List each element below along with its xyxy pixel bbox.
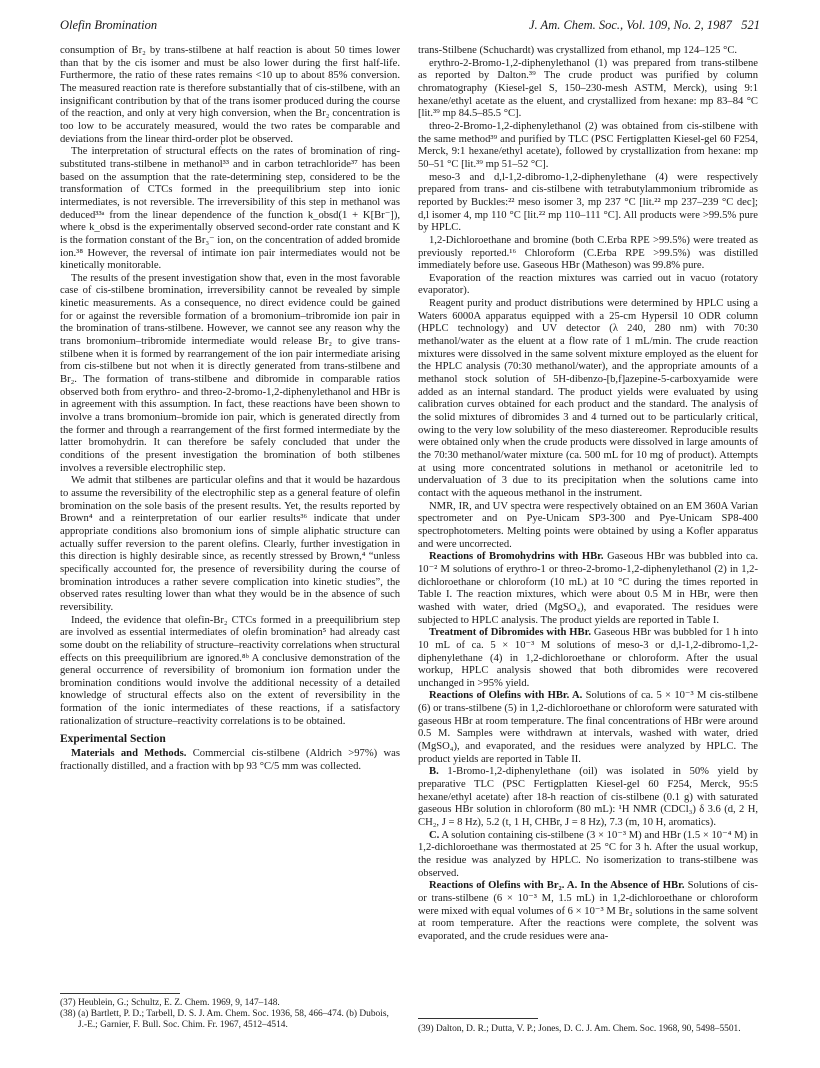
right-footnotes xyxy=(418,1024,758,1035)
body-paragraph: consumption of Br₂ by trans-stilbene at half reaction is about 50 times lower than that by the cis isomer and must be also lower during the first half-life. Furthermore, the ratio of these rates remains <10 up to about 85% conversion. The measured reaction rate is therefore substantially that of cis-stilbene, with an insignificant contribution by that of the trans isomer produced during the course of the reaction, and only at very high conversion, when the Br₂ concentration is too low to be accurately measured, would the two rates be comparable and deviations from the linear third-order plot be observed. xyxy=(60,45,400,145)
footnote: (38) (a) Bartlett, P. D.; Tarbell, D. S. J. Am. Chem. Soc. 1936, 58, 466–474. (b) Dubois, J.-E.; Garnier, F. Bull. Soc. Chim. Fr. 1967, 4512–4514. xyxy=(60,1009,389,1031)
running-header xyxy=(60,18,760,36)
subsection-lead: B. xyxy=(429,766,439,778)
subsection-text: Gaseous HBr was bubbled into ca. 10⁻² M solutions of erythro-1 or threo-2-bromo-1,2-diphenylethanol (2) in 1,2-dichloroethane or chloroform (10 mL) at 10 °C during the times reported in Table I. The reaction mixtures, which were about 0.5 M in HBr, were then washed with water, dried (MgSO₄), and evaporated. The residues were subjected to HPLC analysis. The product yields are reported in Table I. xyxy=(418,551,759,626)
subsection-paragraph xyxy=(418,627,758,690)
page-number: 521 xyxy=(741,18,760,32)
journal-citation xyxy=(529,18,760,33)
subsection-lead: Reactions of Olefins with HBr. A. xyxy=(429,690,583,702)
subsection-text: 1-Bromo-1,2-diphenylethane (oil) was isolated in 50% yield by preparative TLC (PSC Fertigplatten Kiesel-gel 60 F254, Merck, 95:5 hexane/ethyl acetate) after 18-h reaction of cis-stilbene (0.1 g) with saturated gaseous HBr solution in chloroform (80 mL): ¹H NMR (CDCl₃) δ 3.6 (d, 2 H, CH₂, J = 8 Hz), 5.2 (t, 1 H, CHBr, J = 8 Hz), 7.3 (m, 10 H, aromatics). xyxy=(418,766,758,829)
right-column xyxy=(418,45,758,944)
subsection-lead: Reactions of Bromohydrins with HBr. xyxy=(429,551,604,563)
body-paragraph: Indeed, the evidence that olefin-Br₂ CTCs formed in a preequilibrium step are involved as essential intermediates of olefin bromination⁵ had already cast some doubt on the reliability of structure–reactivity correlations when structural effects on this preequilibrium are ignored.⁸ᵇ A conclusive demonstration of the general occurrence of reversibility of bromonium ion formation under the bromination conditions would involve the additional necessity of a detailed knowledge of structural effects also on the extent of reversibility in the formation of the ionic intermediates of these reactions, if a satisfactory rationalization of structure–reactivity correlations is to be obtained. xyxy=(60,614,400,727)
subsection-text: Solutions of ca. 5 × 10⁻³ M cis-stilbene (6) or trans-stilbene (5) in 1,2-dichloroethane or chloroform were saturated with gaseous HBr at room temperature. The final concentrations of HBr were around 0.5 M. Samples were withdrawn at intervals, washed with water, dried (MgSO₄), and evaporated, and the residues were analyzed by HPLC. The product yields are reported in Table II. xyxy=(418,690,758,765)
body-paragraph: NMR, IR, and UV spectra were respectively obtained on an EM 360A Varian spectrometer and on Pye-Unicam SP3-300 and Pye-Unicam SP8-400 spectrophotometers. Melting points were obtained by using a Kofler apparatus and were uncorrected. xyxy=(418,500,758,550)
body-paragraph: The interpretation of structural effects on the rates of bromination of ring-substituted trans-stilbene in methanol³³ and in carbon tetrachloride³⁷ has been based on the assumption that the rate-determining step, considered to be the transformation of CTCs formed in the preequilibrium step into ionic intermediates, is not reversible. The irreversibility of this step in methanol was deduced³³ᵃ from the linear dependence of the function k_obsd(1 + K[Br⁻]), where k_obsd is the experimentally observed second-order rate constant and K is the formation constant of the Br₃⁻ ion, on the concentration of added bromide ion.³⁸ However, the reversal of intimate ion pair intermediates would not be kinetically monitorable. xyxy=(60,146,400,272)
subsection-lead: Treatment of Dibromides with HBr. xyxy=(429,627,591,639)
footnote-rule-left xyxy=(60,993,180,994)
journal-name: J. Am. Chem. Soc., Vol. 109, No. 2, 1987 xyxy=(528,18,732,32)
methods-paragraph xyxy=(60,748,400,773)
subsection-lead: Reactions of Olefins with Br₂. A. In the Absence of HBr. xyxy=(429,880,685,892)
left-footnotes xyxy=(60,998,400,1032)
subsection-paragraph xyxy=(418,830,758,881)
section-heading: Experimental Section xyxy=(60,733,166,746)
body-paragraph: Evaporation of the reaction mixtures was carried out in vacuo (rotatory evaporator). xyxy=(418,272,758,297)
left-column xyxy=(60,45,400,773)
subsection-paragraph xyxy=(418,690,758,766)
body-paragraph: trans-Stilbene (Schuchardt) was crystallized from ethanol, mp 124–125 °C. xyxy=(418,45,738,56)
body-paragraph: The results of the present investigation show that, even in the most favorable case of cis-stilbene bromination, irreversibility cannot be revealed by simple kinetic measurements. As a consequence, no direct evidence could be gained for or against the reversible formation of a bromonium–tribromide ion pair in the bromination of trans-stilbene. However, we cannot see any reason why the trans bromonium–tribromide intermediate would release Br₂ to give trans-stilbene when it is formed by rearrangement of the ion pair intermediate arising from cis-stilbene but not when it is directly generated from trans-stilbene and Br₂. The formation of trans-stilbene and dibromide in comparable ratios observed both from erythro- and threo-2-bromo-1,2-diphenylethanol and HBr is in agreement with this assumption. In fact, these reactions have been shown to involve a trans bromonium–bromide ion pair, which is generated directly from the former and through a rearrangement of the first formed intermediate by the latter bromohydrin. It can therefore be safely concluded that under the conditions of the present investigation the bromination of both stilbenes involves a reversible electrophilic step. xyxy=(60,272,400,474)
body-paragraph: meso-3 and d,l-1,2-dibromo-1,2-diphenylethane (4) were respectively prepared from trans- and cis-stilbene with tetrabutylammonium tribromide as reported by Buckles:²² meso isomer 3, mp 237 °C [lit.²² mp 237–239 °C dec]; d,l isomer 4, mp 110 °C [lit.²² mp 110–111 °C]. All products were >99.5% pure by HPLC. xyxy=(418,171,758,234)
subsection-text: Gaseous HBr was bubbled for 1 h into 10 mL of ca. 5 × 10⁻³ M solutions of meso-3 or d,l-1,2-dibromo-1,2-diphenylethane (4) in 1,2-dichloroethane or chloroform. After the usual workup, HPLC analysis showed that both dibromides were recovered unchanged in >95% yield. xyxy=(418,627,758,689)
body-paragraph: erythro-2-Bromo-1,2-diphenylethanol (1) was prepared from trans-stilbene as reported by Dalton.³⁹ The crude product was purified by column chromatography (Kiesel-gel S, 150–230-mesh ASTM, Merck), using 9:1 hexane/ethyl acetate as the eluent, and crystallized from hexane: mp 83–84 °C [lit.³⁹ mp 84.5–85.5 °C]. xyxy=(418,57,758,120)
body-paragraph: We admit that stilbenes are particular olefins and that it would be hazardous to assume the reversibility of the electrophilic step as a general feature of olefin bromination on the sole basis of the present results. Yet, the results reported by Brown⁴ and a reinterpretation of our earlier results³⁶ indicate that under appropriate conditions also bromonium ions of simple aliphatic structure can actually suffer reversion to the parent olefins. Clearly, further investigation in this direction is highly desirable since, as recently stressed by Brown,⁴ “unless specifically accounted for, the presence of reversibility during the course of bromination introduces a rather severe complication into kinetic studies”, the observed rates resulting lower than what they would be in the absence of such reversibility. xyxy=(60,475,400,613)
body-paragraph: Reagent purity and product distributions were determined by HPLC using a Waters 6000A apparatus equipped with a 25-cm Hypersil 10 ODR column (HPLC technology) and UV detector (λ 240, 280 nm) with 70:30 methanol/water as the eluent at a flow rate of 1 mL/min. The crude reaction mixtures were dissolved in the same solvent mixture employed as the eluent for the HPLC analysis (70:30 methanol/water), and the appropriate amounts of a methanol stock solution of 5H-dibenzo-[b,f]azepine-5-carboxyamide were added as an internal standard. The product yields were evaluated by using calibration curves obtained for each product and the standard. The analysis of the solid mixtures of dibromides 3 and 4 turned out to be particularly critical, owing to the very low solubility of the meso diastereomer. Reproducible results were obtained only when the crude products were dissolved in large amounts of the 70:30 methanol/water mixture (ca. 500 mL for 10 mg of product). Attempts at using more concentrated solutions in methanol or acetonitrile led to undervaluation of 3 due to its precipitation when the solutions came into contact with the aqueous methanol in the instrument. xyxy=(418,298,758,499)
body-paragraph: threo-2-Bromo-1,2-diphenylethanol (2) was obtained from cis-stilbene with the same method³⁹ and purified by TLC (PSC Fertigplatten Kiesel-gel 60 F254, Merck, 9:1 hexane/ethyl acetate), followed by crystallization from hexane: mp 50–51 °C [lit.³⁹ mp 51–52 °C]. xyxy=(418,120,758,170)
subsection-paragraph xyxy=(418,551,758,627)
footnote-rule-right xyxy=(418,1018,538,1019)
subsection-paragraph xyxy=(418,880,758,943)
running-title: Olefin Bromination xyxy=(60,18,158,32)
subsection-lead: Materials and Methods. xyxy=(71,748,187,760)
subsection-paragraph xyxy=(418,766,758,829)
subsection-lead: C. xyxy=(429,829,440,841)
footnote: (39) Dalton, D. R.; Dutta, V. P.; Jones, D. C. J. Am. Chem. Soc. 1968, 90, 5498–5501. xyxy=(418,1024,741,1034)
footnote: (37) Heublein, G.; Schultz, E. Z. Chem. 1969, 9, 147–148. xyxy=(60,998,280,1008)
body-paragraph: 1,2-Dichloroethane and bromine (both C.Erba RPE >99.5%) were treated as previously reported.¹⁶ Chloroform (C.Erba RPE >99.5%) was distilled immediately before use. Gaseous HBr (Matheson) was 99.8% pure. xyxy=(418,234,758,272)
subsection-text: A solution containing cis-stilbene (3 × 10⁻³ M) and HBr (1.5 × 10⁻⁴ M) in 1,2-dichloroethane was thermostated at 25 °C for 3 h. After the usual workup, the residue was analyzed by HPLC. No isomerization to trans-stilbene was observed. xyxy=(418,829,758,879)
subsection-text: Commercial cis-stilbene (Aldrich >97%) was fractionally distilled, and a fraction with bp 93 °C/5 mm was collected. xyxy=(60,748,400,772)
subsection-text: Solutions of cis- or trans-stilbene (6 × 10⁻³ M, 1.5 mL) in 1,2-dichloroethane or chloroform were mixed with equal volumes of 6 × 10⁻³ M Br₂ solutions in the same solvent at room temperature. After the reactions were complete, the solvent was evaporated, and the crude residues were ana- xyxy=(418,880,758,942)
